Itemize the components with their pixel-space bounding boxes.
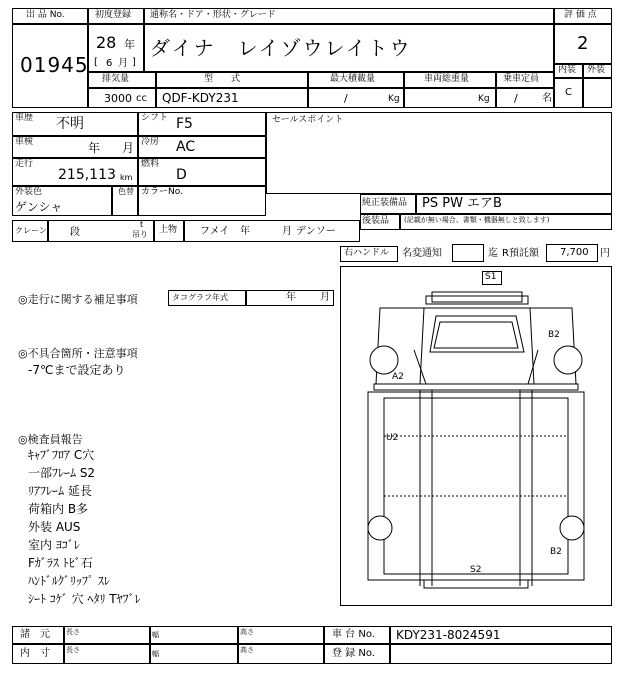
ext-color-label: 外装色 [15,187,43,197]
tacho-year-unit: 年 [286,292,296,303]
sales-point-label: セールスポイント [272,115,344,125]
inner-width-cell [150,644,238,664]
month-bracket-open: [ [94,57,98,68]
max-load-value: / [344,92,348,105]
inspection-label: 車検 [15,137,34,147]
inspector-line: 荷箱内 B多 [28,502,89,516]
inner-width-label: 幅 [152,650,159,658]
chassis-label: 車 台 No. [332,629,375,640]
inner-length-label: 長さ [66,646,80,654]
defect-heading: ◎不具合箇所・注意事項 [18,347,138,360]
tacho-label: タコグラフ年式 [172,293,228,302]
dims-height-label: 高さ [240,628,254,636]
superstructure-label: 上物 [159,225,178,235]
dims-length-label: 長さ [66,628,80,636]
color-no-label: カラーNo. [141,187,183,197]
vehicle-name: ダイナ レイゾウレイトウ [150,36,412,60]
equipment-label: 純正装備品 [362,198,408,208]
fuel-value: D [176,167,187,183]
aftermarket-note: (記載が無い場合、書類・機器無しと致します) [404,216,550,224]
model-label: 型 式 [204,74,241,84]
color-change-label: 色替 [118,187,134,196]
history-label: 車歴 [15,113,34,123]
displacement-unit: cc [136,93,147,104]
inspector-line: ﾘｱﾌﾚｰﾑ 延長 [28,484,92,498]
crane-month-unit: 月 [282,226,292,237]
fuel-label: 燃料 [141,159,160,169]
first-reg-month-unit: 月 [118,58,128,69]
ext-color-value: ゲンシャ [15,200,63,214]
capacity-label: 乗車定員 [503,74,540,84]
displacement-value: 3000 [104,92,132,105]
maker-value: フメイ [200,226,230,237]
diagram-mark: B2 [548,330,560,340]
inspector-line: 外装 AUS [28,520,81,534]
inspector-line: Fｶﾞﾗｽ ﾄﾋﾞ石 [28,556,93,570]
crane-ton-bottom: 吊り [132,230,148,239]
inspector-heading: ◎検査員報告 [18,433,83,446]
ac-label: 冷房 [141,137,160,147]
shift-value: F5 [176,116,193,132]
lot-label: 出 品 No. [26,10,65,20]
first-reg-month: 6 [106,58,113,69]
exterior-label: 外装 [587,65,606,75]
displacement-label: 排気量 [102,74,130,84]
kg2: Kg [478,94,490,104]
equipment-value: PS PW エアB [422,196,502,211]
inspector-line: ﾊﾝﾄﾞﾙｸﾞﾘｯﾌﾟ ｽﾚ [28,574,110,588]
grade-value: 2 [577,33,589,54]
dims-width-label: 幅 [152,631,159,639]
interior-label: 内装 [558,65,577,75]
inspector-line: ｷｬﾌﾞﾌﾛｱ C穴 [28,448,95,462]
name-change-box [452,244,484,262]
diagram-mark: U2 [386,433,399,443]
until-mark: 迄 [488,248,498,259]
defect-text: -7℃まで設定あり [28,363,126,377]
first-reg-year-unit: 年 [124,38,135,51]
reg-label: 登 録 No. [332,648,375,659]
crane-stage-unit: 段 [70,227,80,238]
diagram-mark: B2 [550,547,562,557]
recycle-label: R預託額 [502,248,539,259]
name-label: 通称名・ドア・形状・グレード [150,10,276,20]
diagram-mark: S2 [470,565,482,575]
month-bracket-close: ] [132,57,136,68]
right-hand-label: 右ハンドル [344,248,390,258]
chassis-value: KDY231-8024591 [396,628,501,642]
inspector-line: ｼｰﾄ ｺｹﾞ 穴 ﾍﾀﾘ Tﾔﾌﾞﾚ [28,592,141,606]
crane-ton-top: t [140,220,144,229]
name-change-label: 名変通知 [402,248,442,259]
tacho-month-unit: 月 [320,292,330,303]
history-value: 不明 [56,116,84,132]
maker2-value: デンソー [296,226,336,237]
recycle-value: 7,700 [560,247,589,258]
dims-width-cell [150,626,238,644]
driving-heading: ◎走行に関する補足事項 [18,293,138,306]
inspection-month-unit: 月 [122,141,135,155]
shift-label: シフト [141,113,169,123]
capacity-unit: 名 [542,93,552,104]
grade-label: 評 価 点 [564,10,597,20]
first-reg-year: 28 [96,33,117,52]
crane-label: クレーン [15,226,47,235]
yen-unit: 円 [600,248,610,259]
model-value: QDF-KDY231 [162,91,239,105]
crane-year-unit: 年 [240,226,250,237]
truck-diagram [340,266,612,606]
inspector-line: 室内 ﾖｺﾞﾚ [28,538,80,552]
ac-value: AC [176,139,196,155]
mileage-label: 走行 [15,159,34,169]
dims-label: 諸 元 [20,629,50,640]
inspector-line: 一部ﾌﾚｰﾑ S2 [28,466,96,480]
exterior-grade-cell [583,78,612,108]
reg-value-cell [390,644,612,664]
interior-grade: C [565,87,572,98]
diagram-mark: S1 [485,272,497,282]
inner-label: 内 寸 [20,648,50,659]
aftermarket-label: 後装品 [362,216,390,226]
mileage-unit: km [120,173,133,182]
lot-number: 01945 [20,53,89,77]
gross-weight-label: 車両総重量 [424,74,470,84]
first-reg-label: 初度登録 [95,10,132,20]
mileage-value: 215,113 [58,167,116,183]
kg1: Kg [388,94,400,104]
diagram-mark: A2 [392,372,404,382]
inner-height-label: 高さ [240,646,254,654]
capacity-value: / [514,92,518,105]
max-load-label: 最大積載量 [330,74,376,84]
inspection-year-unit: 年 [88,141,101,155]
